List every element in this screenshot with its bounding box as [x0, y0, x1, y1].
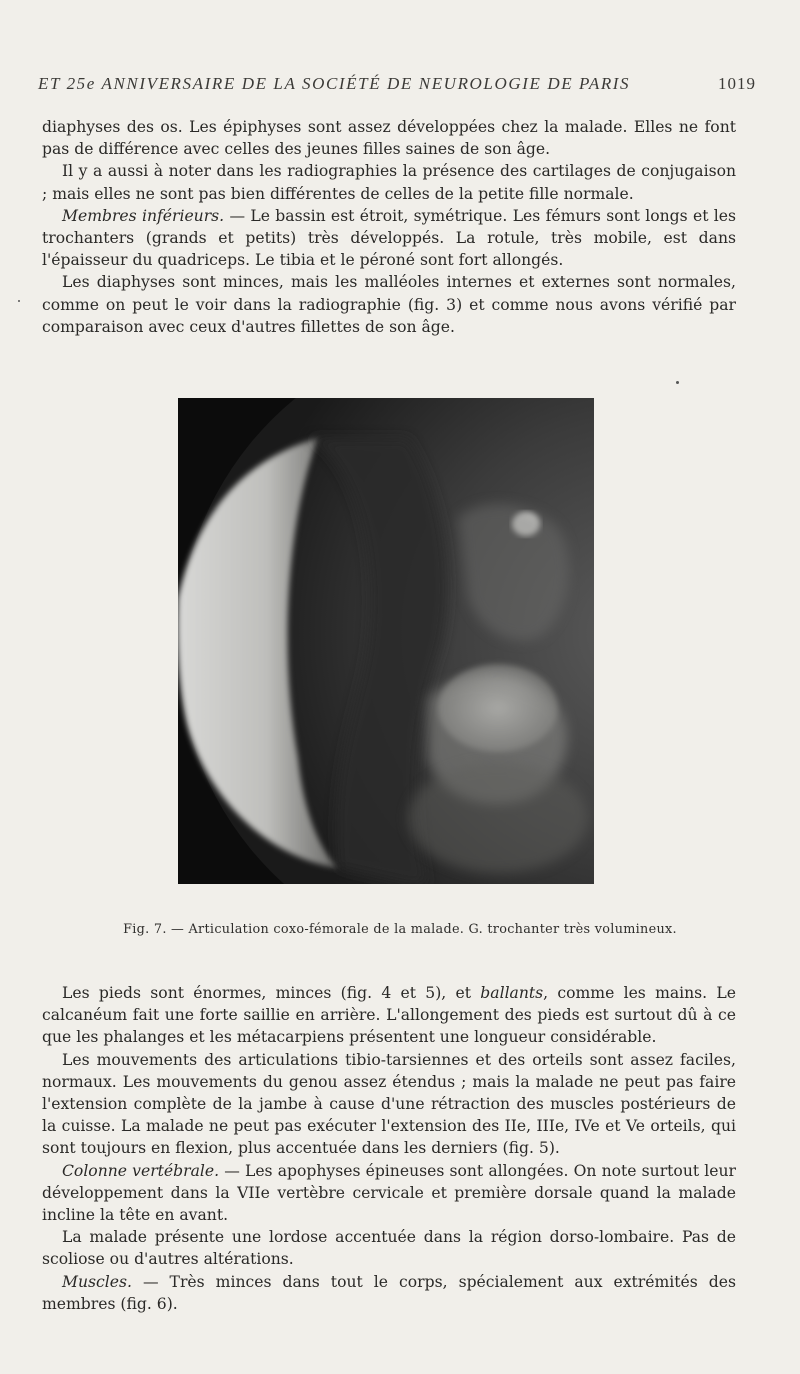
paragraph-muscles: [42, 1271, 736, 1315]
paragraph-malleoles: Les diaphyses sont minces, mais les malléoles internes et externes sont normales, comme on peut le voir dans la radiographie (fig. 3) et comme nous avons vérifié par comparaison avec ceux d'autres fillettes de son âge.: [42, 273, 736, 336]
top-text-block: [42, 116, 736, 338]
figure-caption: Fig. 7. — Articulation coxo-fémorale de la malade. G. trochanter très volumineux.: [123, 922, 677, 937]
section-heading-colonne: Colonne vertébrale.: [62, 1161, 220, 1180]
radiograph-image: [178, 398, 594, 884]
running-head-title: ET 25e ANNIVERSAIRE DE LA SOCIÉTÉ DE NEUROLOGIE DE PARIS: [38, 74, 631, 93]
paragraph-pieds: [42, 982, 736, 1049]
paragraph-pieds-start: Les pieds sont énormes, minces (fig. 4 et 5), et: [62, 984, 481, 1002]
stray-mark: [676, 381, 679, 384]
paragraph-muscles-text: — Très minces dans tout le corps, spécialement aux extrémités des membres (fig. 6).: [42, 1272, 736, 1313]
paragraph-mouvements: Les mouvements des articulations tibio-tarsiennes et des orteils sont assez faciles, normaux. Les mouvements du genou assez étendus ; mais la malade ne peut pas faire l'extension complète de la jambe à cause d'une rétraction des muscles postérieurs de la cuisse. La malade ne peut pas exécuter l'extension des IIe, IIIe, IVe et Ve orteils, qui sont toujours en flexion, plus accentuée dans les derniers (fig. 5).: [42, 1050, 736, 1158]
paragraph-lordose: La malade présente une lordose accentuée dans la région dorso-lombaire. Pas de scoliose ou d'autres altérations.: [42, 1228, 736, 1269]
section-heading-muscles: Muscles.: [62, 1272, 132, 1291]
paragraph-pieds-end: , comme les mains. Le calcanéum fait une forte saillie en arrière. L'allongement des pieds est surtout dû à ce que les phalanges et les métacarpiens présentent une longueur considérable.: [42, 984, 736, 1047]
paragraph-cartilages: Il y a aussi à noter dans les radiographies la présence des cartilages de conjugaison ; mais elles ne sont pas bien différentes de celles de la petite fille normale.: [42, 162, 736, 203]
bottom-text-block: [42, 982, 736, 1315]
paragraph-membres-inferieurs-text: — Le bassin est étroit, symétrique. Les fémurs sont longs et les trochanters (grands et petits) très développés. La rotule, très mobile, est dans l'épaisseur du quadriceps. Le tibia et le péroné sont fort allongés.: [42, 206, 737, 270]
paragraph-colonne-text: — Les apophyses épineuses sont allongées. On note surtout leur développement dans la VIIe vertèbre cervicale et première dorsale quand la malade incline la tête en avant.: [42, 1161, 736, 1225]
running-head: [38, 74, 756, 94]
paragraph-pieds-ballants: ballants: [480, 984, 544, 1002]
page-number: 1019: [718, 74, 756, 93]
section-heading-membres-inferieurs: Membres inférieurs.: [62, 206, 225, 225]
paragraph-diaphyses: diaphyses des os. Les épiphyses sont assez développées chez la malade. Elles ne font pas de différence avec celles des jeunes filles saines de son âge.: [42, 118, 736, 159]
paragraph-colonne: [42, 1160, 736, 1227]
stray-mark: [18, 300, 20, 302]
paragraph-membres-inferieurs: [42, 205, 736, 272]
radiograph-figure: [178, 398, 594, 884]
